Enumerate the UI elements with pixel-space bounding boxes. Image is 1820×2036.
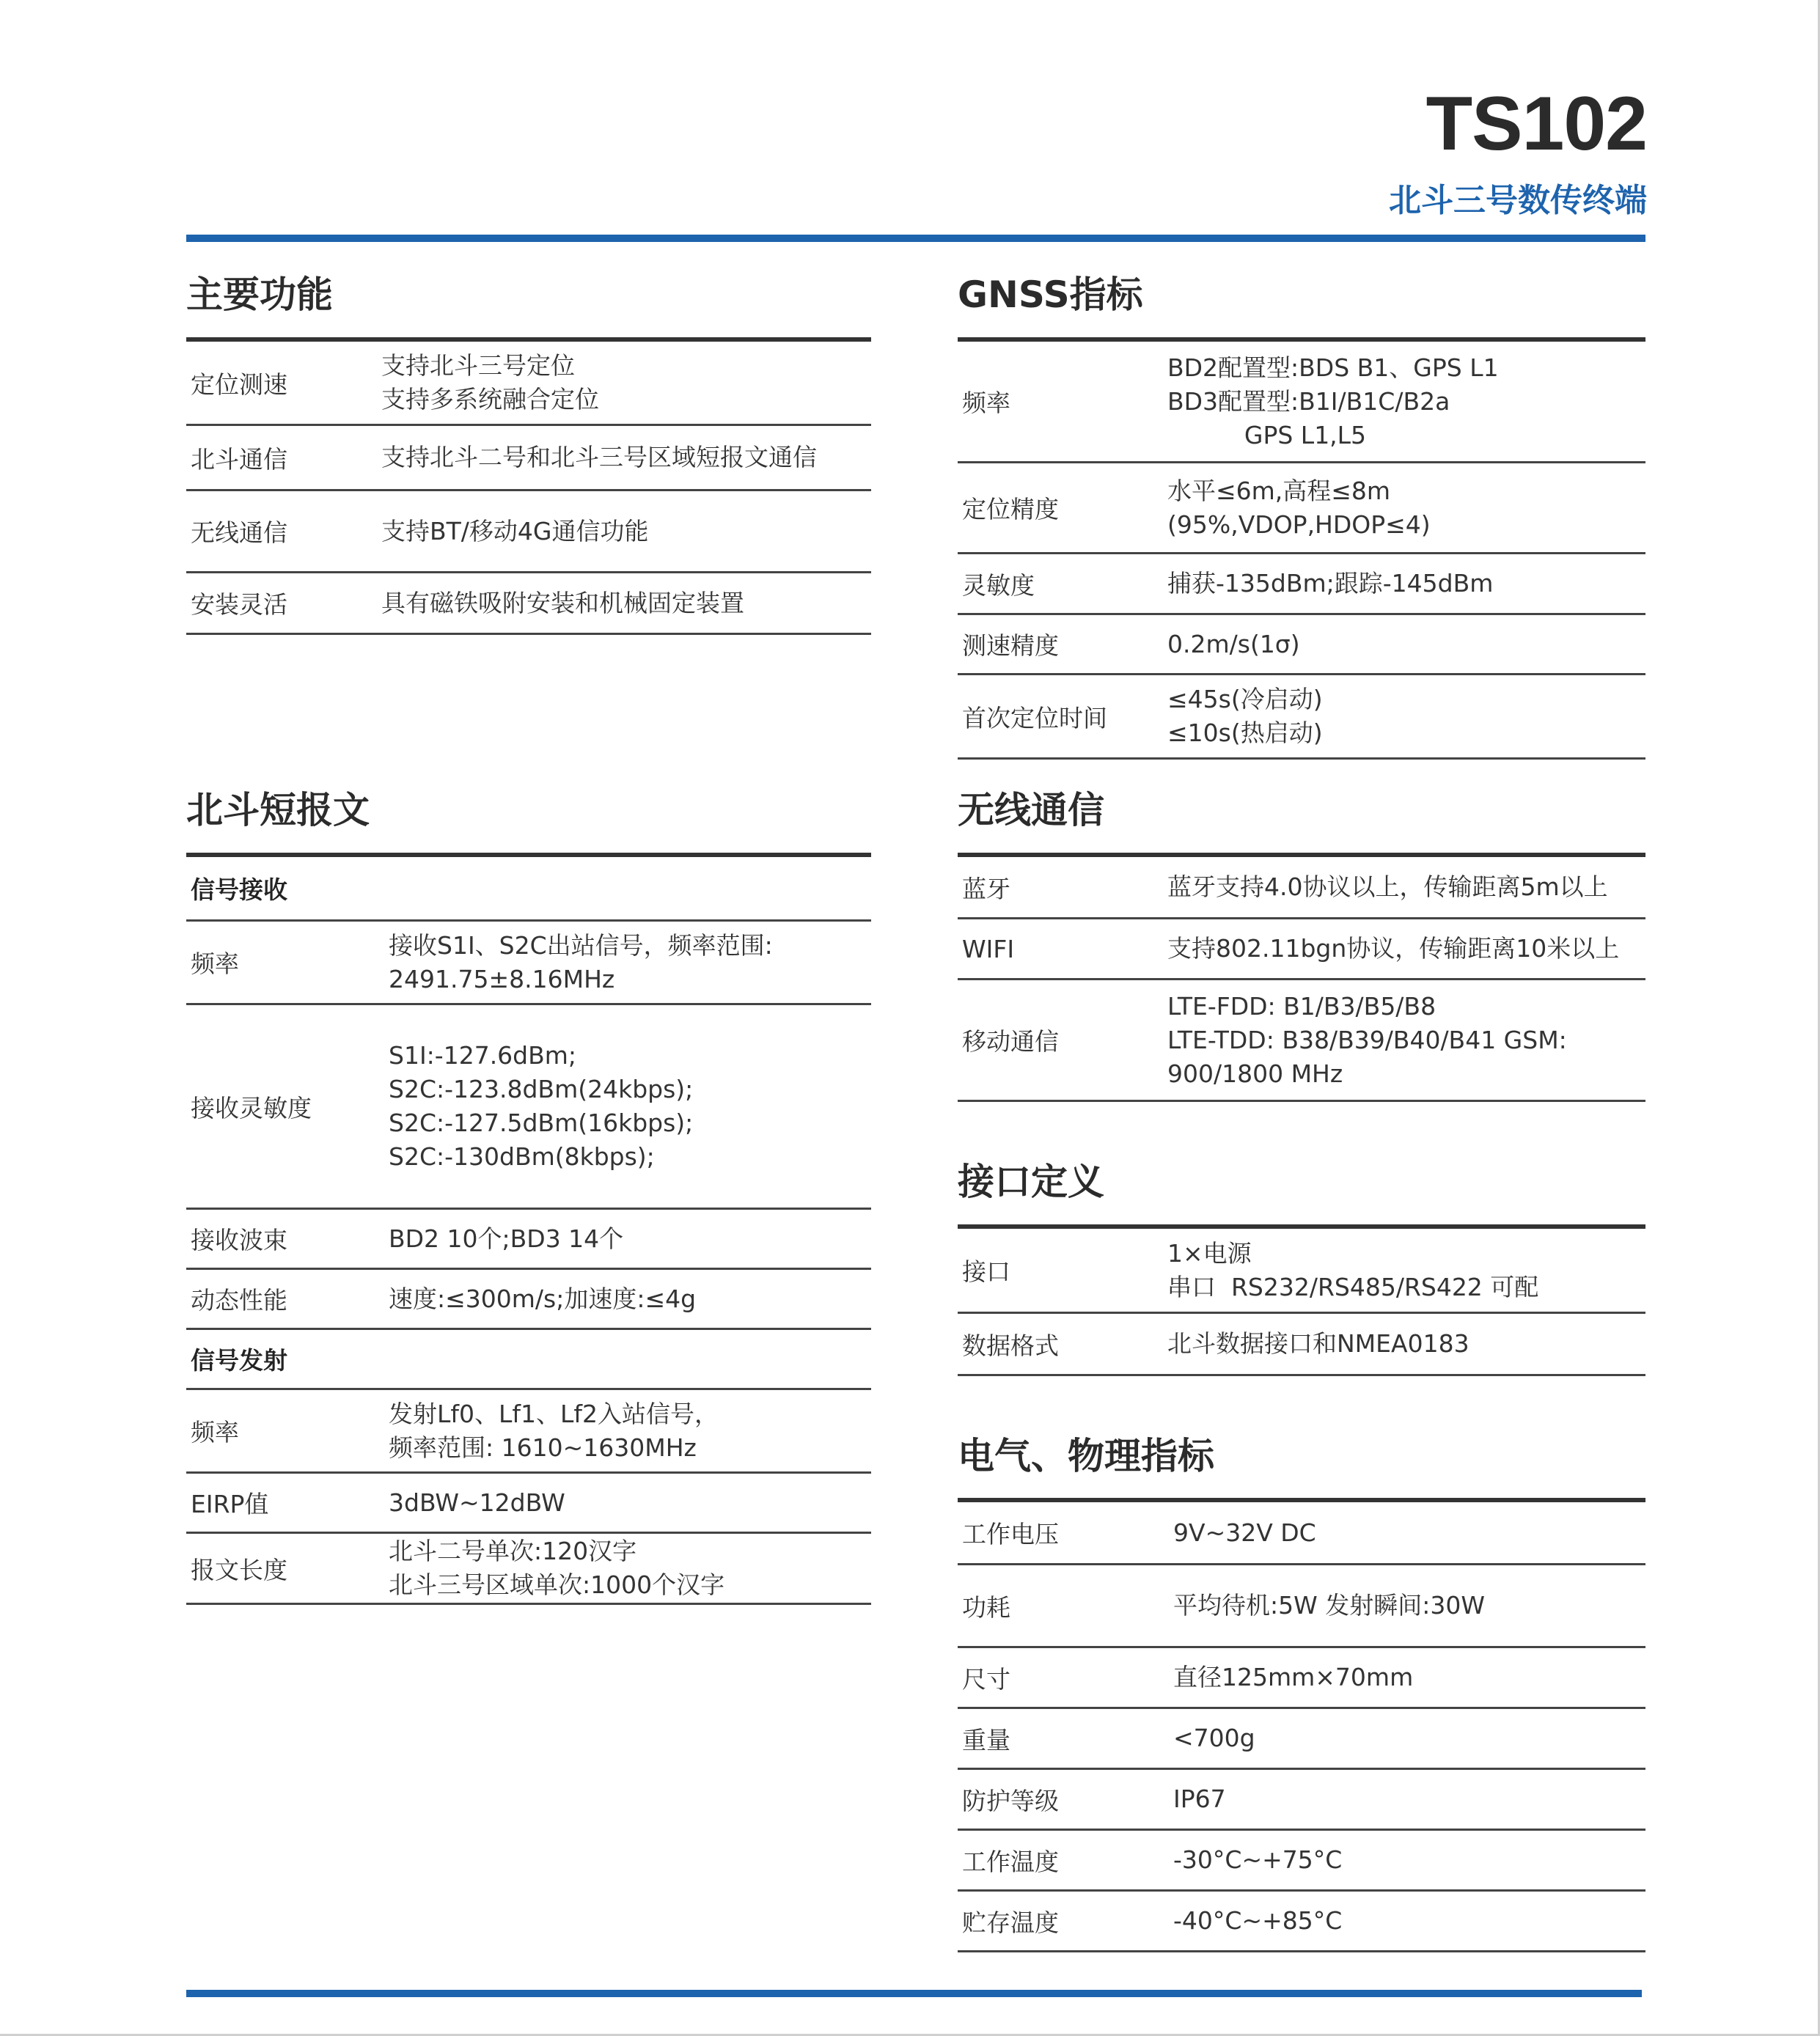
row-value: 支持802.11bgn协议，传输距离10米以上	[1167, 934, 1620, 963]
row-label: 接收波束	[191, 1226, 287, 1254]
row-value: BD2 10个;BD3 14个	[389, 1224, 624, 1253]
table-row	[186, 1210, 871, 1270]
row-value: 9V~32V DC	[1173, 1518, 1316, 1547]
row-value: 支持北斗二号和北斗三号区域短报文通信	[381, 443, 817, 471]
row-label: 无线通信	[191, 518, 287, 547]
row-value: IP67	[1173, 1785, 1226, 1813]
row-value: 蓝牙支持4.0协议以上，传输距离5m以上	[1167, 872, 1608, 901]
section-title-electrical: 电气、物理指标	[958, 1435, 1214, 1477]
table-row	[958, 1314, 1645, 1376]
table-row	[958, 1892, 1645, 1952]
row-value: 直径125mm×70mm	[1173, 1663, 1414, 1691]
row-label: 频率	[962, 389, 1010, 417]
gnss-table	[958, 337, 1645, 760]
row-label: 接口	[962, 1257, 1010, 1286]
row-value: -30°C~+75°C	[1173, 1845, 1343, 1874]
row-label: WIFI	[962, 934, 1015, 963]
product-code: TS102	[1425, 81, 1647, 166]
row-label: 定位测速	[191, 370, 287, 399]
row-value: 接收S1I、S2C出站信号，频率范围: 2491.75±8.16MHz	[389, 930, 773, 993]
subheader-label: 信号接收	[191, 875, 287, 904]
row-value: 支持BT/移动4G通信功能	[381, 516, 649, 545]
row-value: LTE-FDD: B1/B3/B5/B8 LTE-TDD: B38/B39/B40/B41 GSM: 900/1800 MHz	[1167, 991, 1567, 1088]
section-title-wireless: 无线通信	[958, 789, 1104, 831]
row-label: 测速精度	[962, 631, 1059, 660]
row-label: 工作电压	[962, 1520, 1059, 1548]
table-row	[186, 1270, 871, 1330]
row-label: 报文长度	[191, 1555, 287, 1584]
section-title-interface: 接口定义	[958, 1161, 1104, 1203]
row-value: 平均待机:5W 发射瞬间:30W	[1173, 1591, 1485, 1620]
table-row	[958, 919, 1645, 980]
row-value: S1I:-127.6dBm; S2C:-123.8dBm(24kbps); S2C:-127.5dBm(16kbps); S2C:-130dBm(8kbps);	[389, 1041, 694, 1171]
row-label: EIRP值	[191, 1490, 269, 1518]
row-value: 北斗二号单次:120汉字 北斗三号区域单次:1000个汉字	[389, 1537, 725, 1599]
table-row	[958, 1565, 1645, 1648]
row-label: 定位精度	[962, 495, 1059, 523]
section-title-beidou-short-message: 北斗短报文	[186, 789, 370, 831]
row-value: -40°C~+85°C	[1173, 1906, 1343, 1935]
section-title-main-functions: 主要功能	[186, 273, 333, 316]
row-label: 移动通信	[962, 1027, 1059, 1056]
row-label: 功耗	[962, 1592, 1010, 1622]
row-label: 灵敏度	[962, 570, 1035, 600]
table-row	[186, 491, 871, 573]
table-row	[958, 1229, 1645, 1314]
row-value: 水平≤6m,高程≤8m (95%,VDOP,HDOP≤4)	[1167, 476, 1431, 539]
row-label: 尺寸	[962, 1664, 1010, 1694]
table-row	[958, 675, 1645, 760]
table-row	[958, 342, 1645, 463]
table-row	[958, 980, 1645, 1102]
table-row	[186, 1474, 871, 1534]
wireless-table	[958, 853, 1645, 1102]
row-value: 发射Lf0、Lf1、Lf2入站信号， 频率范围: 1610~1630MHz	[389, 1399, 719, 1462]
row-label: 安装灵活	[191, 590, 287, 619]
table-row	[958, 554, 1645, 615]
row-value: 速度:≤300m/s;加速度:≤4g	[389, 1284, 697, 1313]
subheader-signal-transmit	[186, 1330, 871, 1390]
table-row	[958, 615, 1645, 675]
interface-table	[958, 1224, 1645, 1376]
table-row	[186, 573, 871, 635]
beidou-short-message-table	[186, 853, 871, 1605]
table-row	[958, 1770, 1645, 1831]
header-divider	[186, 235, 1645, 242]
row-label: 重量	[962, 1725, 1010, 1754]
row-label: 首次定位时间	[962, 703, 1107, 732]
table-row	[186, 342, 871, 426]
table-row	[958, 1648, 1645, 1709]
subheader-signal-receive	[186, 857, 871, 922]
row-label: 蓝牙	[962, 874, 1010, 903]
table-row	[958, 463, 1645, 554]
table-row	[186, 1005, 871, 1210]
row-label: 工作温度	[962, 1847, 1059, 1876]
row-value: 0.2m/s(1σ)	[1167, 629, 1300, 658]
row-label: 防护等级	[962, 1786, 1059, 1815]
row-label: 频率	[191, 949, 239, 978]
row-value: 3dBW~12dBW	[389, 1488, 565, 1517]
row-value: 支持北斗三号定位 支持多系统融合定位	[381, 351, 599, 414]
table-row	[186, 1390, 871, 1474]
row-label: 动态性能	[191, 1286, 287, 1315]
electrical-table	[958, 1498, 1645, 1952]
row-value: 北斗数据接口和NMEA0183	[1167, 1329, 1469, 1358]
row-label: 数据格式	[962, 1331, 1059, 1360]
main-functions-table	[186, 337, 871, 635]
row-label: 北斗通信	[191, 444, 287, 474]
table-row	[958, 1831, 1645, 1892]
footer-divider	[186, 1990, 1642, 1997]
row-value: <700g	[1173, 1724, 1255, 1752]
table-row	[958, 1709, 1645, 1770]
table-row	[958, 857, 1645, 919]
row-value: 具有磁铁吸附安装和机械固定装置	[381, 588, 744, 617]
product-subtitle: 北斗三号数传终端	[1389, 182, 1647, 219]
row-label: 贮存温度	[962, 1908, 1059, 1937]
table-row	[186, 922, 871, 1005]
row-value: 1×电源 串口 RS232/RS485/RS422 可配	[1167, 1238, 1539, 1301]
table-row	[958, 1502, 1645, 1565]
table-row	[186, 426, 871, 491]
section-title-gnss: GNSS指标	[958, 273, 1143, 316]
row-value: ≤45s(冷启动) ≤10s(热启动)	[1167, 685, 1323, 747]
row-value: 捕获-135dBm;跟踪-145dBm	[1167, 569, 1494, 598]
table-row	[186, 1534, 871, 1605]
row-label: 接收灵敏度	[191, 1093, 312, 1122]
row-value: BD2配置型:BDS B1、GPS L1 BD3配置型:B1I/B1C/B2a GPS L1,L5	[1167, 353, 1499, 449]
row-label: 频率	[191, 1418, 239, 1447]
subheader-label: 信号发射	[191, 1346, 287, 1375]
